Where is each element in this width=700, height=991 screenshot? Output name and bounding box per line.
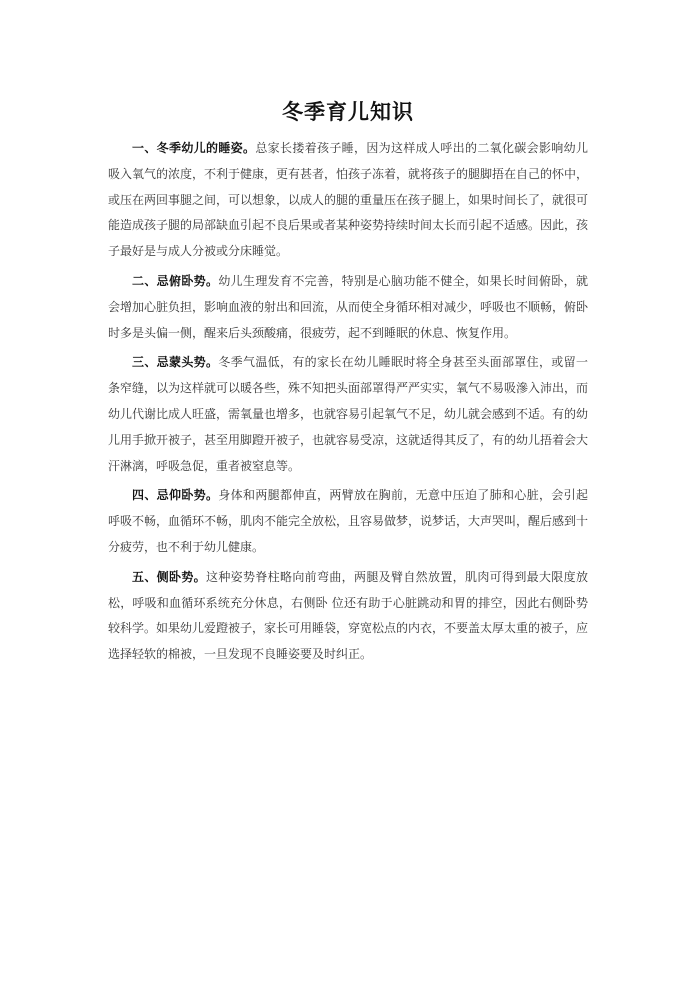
section-5-paragraph — [108, 565, 588, 668]
section-3-heading: 三、忌蒙头势。 — [132, 355, 219, 370]
section-1-paragraph — [108, 136, 588, 265]
section-1-body: 总家长搂着孩子睡，因为这样成人呼出的二氧化碳会影响幼儿吸入氧气的浓度，不利于健康，更有甚者，怕孩子冻着，就将孩子的腿脚捂在自己的怀中，或压在两回事腿之间，可以想象，以成人的腿的重量压在孩子腿上，如果时间长了，就很可能造成孩子腿的局部缺血引起不良后果或者某种姿势持续时间太长而引起不适感。因此，孩子最好是与成人分被或分床睡觉。 — [108, 141, 589, 259]
section-4-paragraph — [108, 483, 588, 560]
document-title: 冬季育儿知识 — [282, 100, 414, 124]
section-5-body: 这种姿势脊柱略向前弯曲，两腿及臂自然放置，肌肉可得到最大限度放松，呼吸和血循环系统充分休息，右侧卧 位还有助于心脏跳动和胃的排空，因此右侧卧势较科学。如果幼儿爱蹬被子，家长可用睡袋，穿宽松点的内衣，不要盖太厚太重的被子，应选择轻软的棉被，一旦发现不良睡姿要及时纠正。 — [108, 569, 589, 662]
section-2-paragraph — [108, 269, 588, 346]
section-1-heading: 一、冬季幼儿的睡姿。 — [132, 141, 256, 155]
section-2-body: 幼儿生理发育不完善，特别是心脑功能不健全，如果长时间俯卧，就会增加心脏负担，影响血液的射出和回流，从而使全身循环相对减少，呼吸也不顺畅，俯卧时多是头偏一侧，醒来后头颈酸痛，很疲劳，起不到睡眠的休息、恢复作用。 — [108, 273, 589, 340]
section-4-body: 身体和两腿都伸直，两臂放在胸前，无意中压迫了肺和心脏，会引起呼吸不畅，血循环不畅，肌肉不能完全放松，且容易做梦，说梦话，大声哭叫，醒后感到十分疲劳，也不利于幼儿健康。 — [108, 488, 589, 554]
section-2-heading: 二、忌俯卧势。 — [132, 273, 219, 288]
section-5-heading: 五、侧卧势。 — [132, 569, 206, 584]
section-3-body: 冬季气温低，有的家长在幼儿睡眠时将全身甚至头面部罩住，或留一条窄缝，以为这样就可以暖各些，殊不知把头面部罩得严严实实，氧气不易吸滲入沛出，而幼儿代谢比成人旺盛，需氧量也增多，也就容易引起氧气不足，幼儿就会感到不适。有的幼儿用手掀开被子，甚至用脚蹬开被子，也就容易受凉，这就适得其反了，有的幼儿捂着会大汗淋漓，呼吸急促，重者被窒息等。 — [108, 355, 589, 473]
section-3-paragraph — [108, 350, 588, 479]
section-4-heading: 四、忌仰卧势。 — [132, 488, 219, 503]
